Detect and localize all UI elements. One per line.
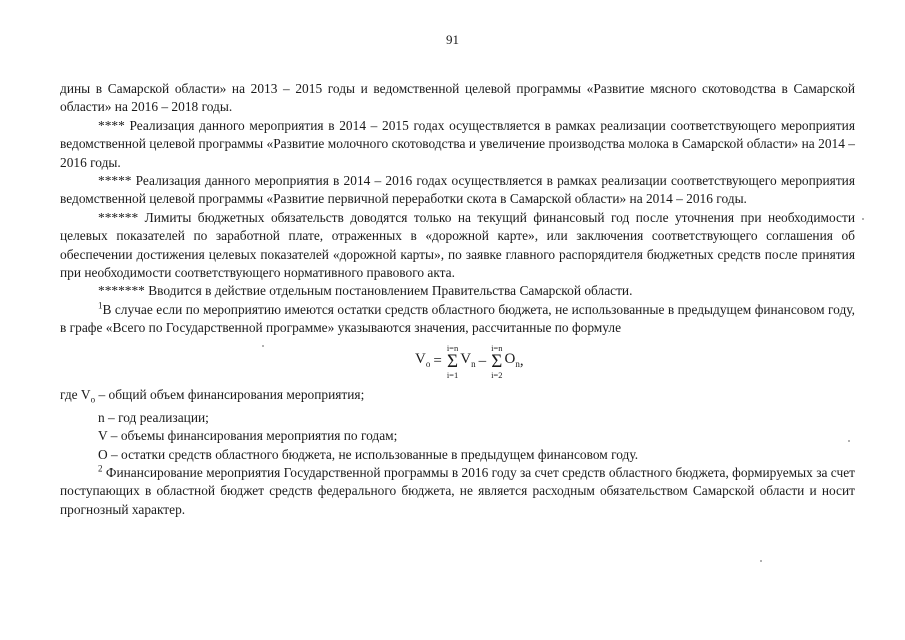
formula-lhs: $V_o$: [415, 350, 431, 369]
scan-speck: [760, 560, 762, 562]
footnote-5-stars: ***** Реализация данного мероприятия в 2014 – 2016 годах осуществляется в рамках реализации соответствующего мероприятия ведомственной целевой программы «Развитие первичной переработки скота в Самарской области» на 2014 – 2016 годы.: [60, 173, 855, 207]
sum-1-upper: i=n: [446, 342, 459, 353]
footnote-2-text: Финансирование мероприятия Государственной программы в 2016 году за счет средств областного бюджета, формируемых за счет поступающих в областной бюджет средств федерального бюджета, не является расходным обязательством Самарской области и носит прогнозный характер.: [60, 464, 855, 517]
sum-2-sigma: Σ: [491, 350, 503, 372]
scan-speck: [262, 345, 264, 347]
page-number: 91: [446, 32, 459, 47]
scan-speck: [862, 218, 864, 220]
formula-sum-1: [447, 344, 458, 380]
definition-o: O – остатки средств областного бюджета, не использованные в предыдущем финансовом году.: [98, 446, 639, 462]
sum-1-sigma: Σ: [446, 350, 459, 372]
formula-sum-2: [491, 344, 502, 380]
sum-2-lower: i=2: [491, 369, 503, 380]
footnote-6-stars: ****** Лимиты бюджетных обязательств доводятся только на текущий финансовый год после уточнения при необходимости целевых показателей по заработной плате, отраженных в «дорожной карте», или заключения соответствующего соглашения об обеспечении достижения целевых показателей «дорожной карты», по заявке главного распорядителя бюджетных средств после принятия при необходимости соответствующего нормативного правового акта.: [60, 209, 855, 281]
definition-n: n – год реализации;: [98, 409, 209, 425]
footnote-1-text: В случае если по мероприятию имеются остатки средств областного бюджета, не использованные в предыдущем финансовом году, в графе «Всего по Государственной программе» указываются значения, рассчитанные по формуле: [60, 301, 855, 336]
footnote-4-stars: **** Реализация данного мероприятия в 2014 – 2015 годах осуществляется в рамках реализации соответствующего мероприятия ведомственной целевой программы «Развитие молочного скотоводства и увеличение производства молока в Самарской области» на 2014 – 2016 годы.: [60, 117, 855, 170]
footnote-2-marker: 2: [98, 463, 103, 474]
footnote-2: [60, 464, 855, 519]
footnote-1: [60, 301, 855, 338]
sum-1-lower: i=1: [446, 369, 459, 380]
scan-speck: [848, 440, 850, 442]
formula-term-1: $V_n$: [460, 350, 476, 369]
formula-term-2: $O_n$: [504, 350, 520, 369]
formula-equals: =: [433, 353, 442, 370]
sum-2-upper: i=n: [491, 342, 503, 353]
formula: [60, 340, 855, 386]
definition-v: V – объемы финансирования мероприятия по годам;: [98, 428, 398, 444]
formula-minus: –: [478, 353, 487, 370]
footnote-1-marker: 1: [98, 300, 103, 311]
document-body: [60, 80, 855, 519]
footnote-7-stars: ******* Вводится в действие отдельным постановлением Правительства Самарской области.: [98, 283, 633, 299]
definition-where: где $V_o$ – общий объем финансирования мероприятия;: [60, 386, 365, 405]
formula-trailing-comma: ,: [519, 353, 524, 370]
formula-expression: [415, 344, 524, 380]
paragraph-continuation: дины в Самарской области» на 2013 – 2015 годы и ведомственной целевой программы «Развитие мясного скотоводства в Самарской области» на 2016 – 2018 годы.: [60, 81, 855, 115]
